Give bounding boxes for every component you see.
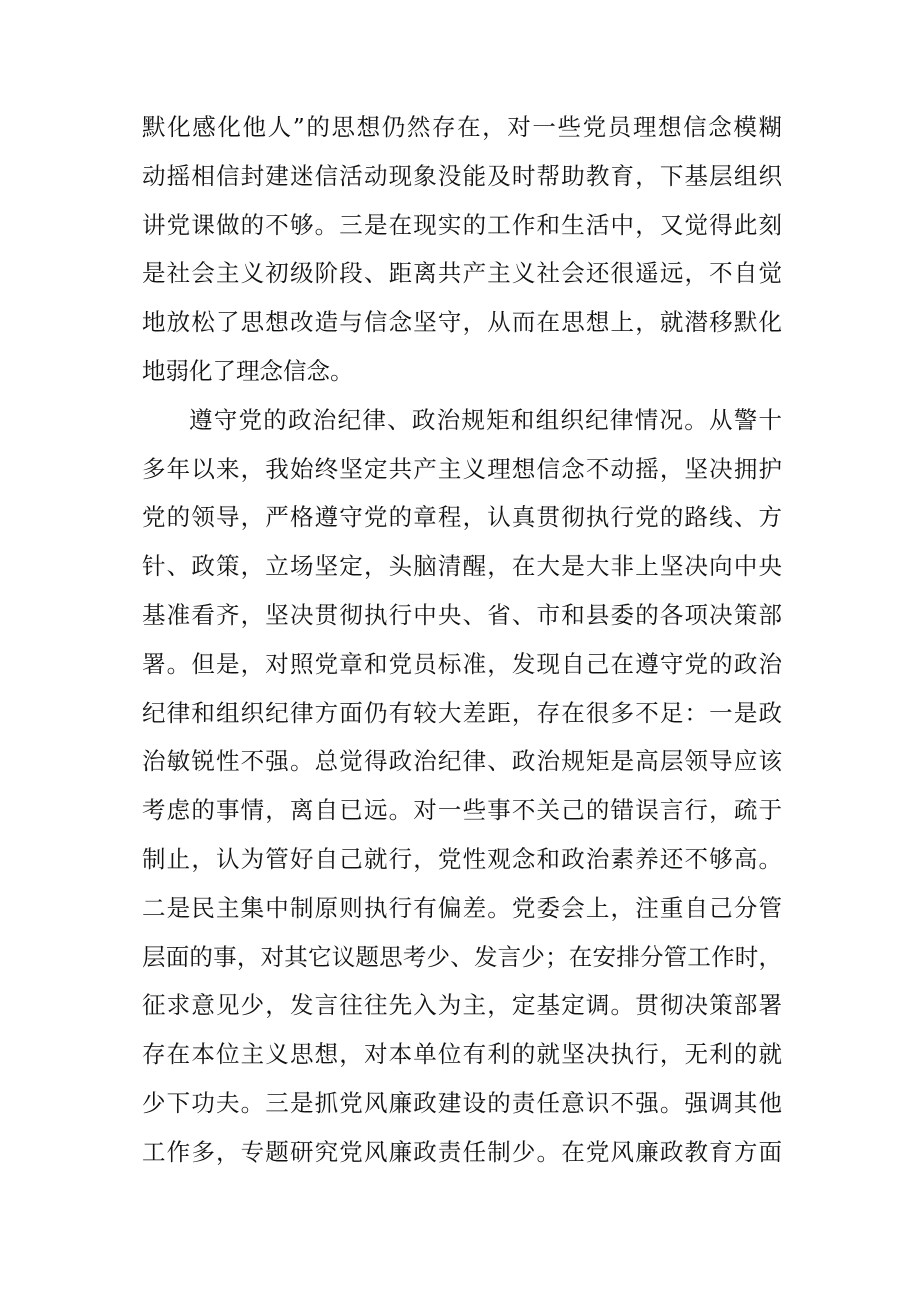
document-body — [142, 103, 782, 1177]
text-line: 纪律和组织纪律方面仍有较大差距，存在很多不足：一是政 — [142, 698, 782, 727]
text-line: 遵守党的政治纪律、政治规矩和组织纪律情况。从警十 — [189, 405, 782, 434]
text-line: 多年以来，我始终坚定共产主义理想信念不动摇，坚决拥护 — [142, 454, 782, 483]
text-line: 少下功夫。三是抓党风廉政建设的责任意识不强。强调其他 — [142, 1088, 782, 1117]
text-line: 存在本位主义思想，对本单位有利的就坚决执行，无利的就 — [142, 1040, 782, 1069]
text-line: 地放松了思想改造与信念坚守，从而在思想上，就潜移默化 — [142, 308, 782, 337]
text-line: 署。但是，对照党章和党员标准，发现自己在遵守党的政治 — [142, 649, 782, 678]
text-line: 工作多，专题研究党风廉政责任制少。在党风廉政教育方面 — [142, 1137, 782, 1166]
text-line: 是社会主义初级阶段、距离共产主义社会还很遥远，不自觉 — [142, 259, 782, 288]
text-line: 地弱化了理念信念。 — [142, 356, 354, 385]
text-line: 党的领导，严格遵守党的章程，认真贯彻执行党的路线、方 — [142, 503, 782, 532]
paragraph-ideology-continuation — [142, 103, 782, 396]
text-line: 基准看齐，坚决贯彻执行中央、省、市和县委的各项决策部 — [142, 600, 782, 629]
text-line: 层面的事，对其它议题思考少、发言少；在安排分管工作时， — [142, 942, 782, 971]
paragraph-political-discipline — [142, 396, 782, 1177]
text-line: 二是民主集中制原则执行有偏差。党委会上，注重自己分管 — [142, 893, 782, 922]
text-line: 动摇相信封建迷信活动现象没能及时帮助教育，下基层组织 — [142, 161, 782, 190]
text-line: 讲党课做的不够。三是在现实的工作和生活中，又觉得此刻 — [142, 210, 782, 239]
text-line: 针、政策，立场坚定，头脑清醒，在大是大非上坚决向中央 — [142, 552, 782, 581]
text-line: 治敏锐性不强。总觉得政治纪律、政治规矩是高层领导应该 — [142, 747, 782, 776]
text-line: 征求意见少，发言往往先入为主，定基定调。贯彻决策部署 — [142, 991, 782, 1020]
text-line: 制止，认为管好自己就行，党性观念和政治素养还不够高。 — [142, 844, 782, 873]
text-line: 考虑的事情，离自已远。对一些事不关己的错误言行，疏于 — [142, 796, 782, 825]
text-line: 默化感化他人”的思想仍然存在，对一些党员理想信念模糊 — [142, 113, 782, 141]
